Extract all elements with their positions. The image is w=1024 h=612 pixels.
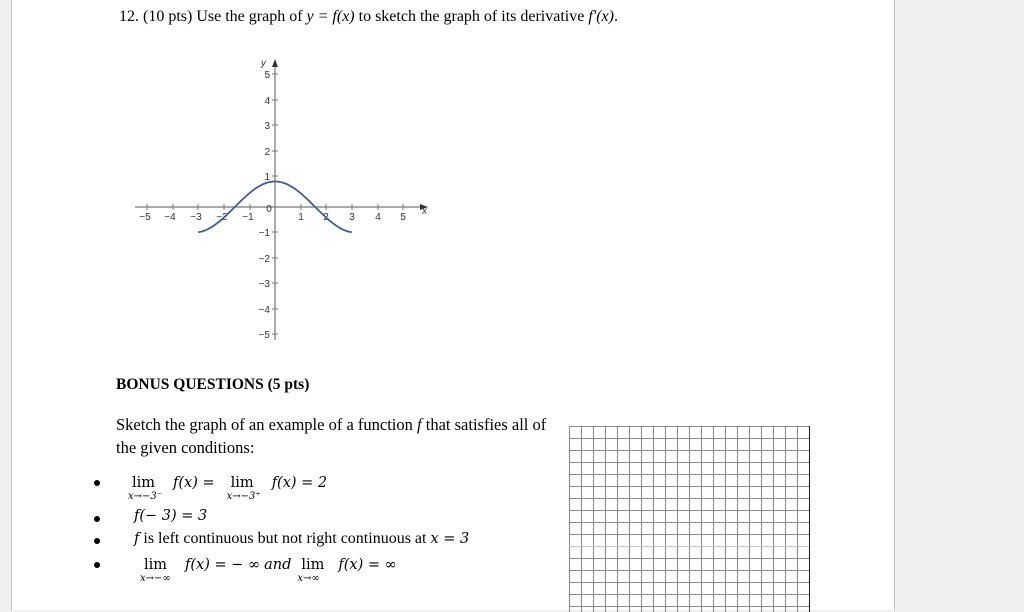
svg-text:−2: −2: [216, 212, 228, 223]
svg-text:2: 2: [323, 212, 329, 223]
condition-and: and: [264, 557, 292, 573]
q12-derivative-expr: f'(x): [588, 8, 614, 25]
condition-f: f: [134, 531, 140, 547]
bonus-desc-f: f: [417, 415, 422, 434]
svg-text:−1: −1: [242, 212, 254, 223]
svg-text:0: 0: [266, 204, 272, 215]
bonus-desc-part1: Sketch the graph of an example of a function: [116, 415, 418, 434]
svg-text:5: 5: [264, 70, 270, 81]
lim-subscript: x→−3⁺: [226, 491, 261, 502]
graph-axes: [135, 58, 428, 341]
graph-paper-grid[interactable]: [569, 426, 813, 612]
svg-text:1: 1: [264, 172, 270, 183]
bullet-icon: [94, 562, 100, 568]
svg-text:4: 4: [264, 96, 270, 107]
function-graph: [122, 50, 442, 350]
svg-text:−4: −4: [258, 305, 270, 316]
lim-operator: lim: [144, 557, 168, 573]
y-axis-arrow-icon: [272, 59, 278, 67]
lim-operator: lim: [132, 475, 156, 491]
lim-subscript: x→−3⁻: [128, 491, 163, 502]
svg-text:−5: −5: [258, 330, 270, 341]
svg-text:2: 2: [264, 147, 270, 158]
bonus-desc-part2: that satisfies all of the given conditions:: [116, 415, 547, 457]
condition-expr: f(− 3) = 3: [134, 508, 208, 524]
svg-text:3: 3: [349, 212, 355, 223]
lim-subscript: x→∞: [297, 573, 320, 584]
svg-text:1: 1: [298, 212, 304, 223]
lim-subscript: x→−∞: [140, 573, 171, 584]
question-12-prompt: [119, 8, 618, 26]
condition-expr: f(x) = − ∞: [185, 557, 261, 573]
lim-operator: lim: [230, 475, 254, 491]
svg-text:3: 3: [264, 121, 270, 132]
svg-text:−2: −2: [258, 254, 270, 265]
condition-text: is left continuous but not right continuous at: [139, 530, 431, 547]
svg-text:−4: −4: [164, 212, 176, 223]
svg-text:−5: −5: [139, 212, 151, 223]
svg-text:5: 5: [400, 212, 406, 223]
q12-text-prefix: 12. (10 pts) Use the graph of: [119, 8, 307, 25]
condition-expr: f(x) =: [173, 475, 215, 491]
bonus-description: [116, 413, 556, 459]
bullet-icon: [94, 516, 100, 522]
condition-expr: f(x) = ∞: [338, 557, 397, 573]
bullet-icon: [94, 480, 100, 486]
q12-function-expr: y = f(x): [306, 8, 355, 25]
svg-text:−1: −1: [258, 228, 270, 239]
svg-text:−3: −3: [190, 212, 202, 223]
x-axis-label: x: [422, 206, 427, 217]
svg-text:4: 4: [375, 212, 381, 223]
q12-text-middle: to sketch the graph of its derivative: [354, 8, 589, 25]
lim-operator: lim: [301, 557, 325, 573]
bonus-title: BONUS QUESTIONS (5 pts): [116, 376, 310, 393]
condition-expr: f(x) = 2: [271, 475, 328, 491]
document-page: [11, 0, 895, 610]
y-axis-label: y: [261, 58, 266, 69]
condition-expr: x = 3: [430, 531, 470, 547]
svg-text:−3: −3: [258, 279, 270, 290]
q12-text-suffix: .: [613, 8, 618, 25]
bullet-icon: [94, 538, 100, 544]
